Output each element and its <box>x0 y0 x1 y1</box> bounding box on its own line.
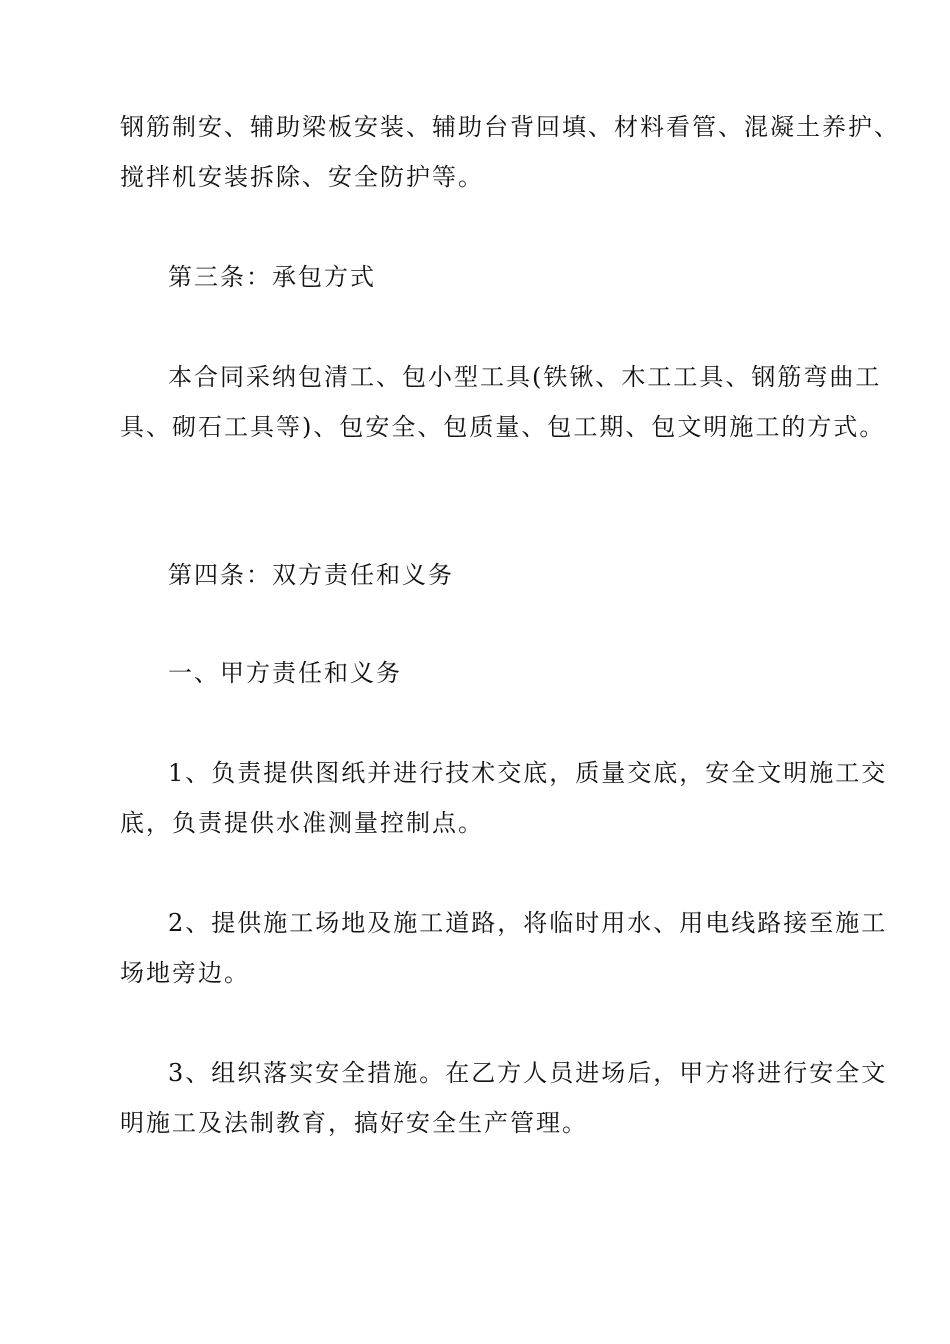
item-1-line-2: 底，负责提供水准测量控制点。 <box>120 809 484 837</box>
party-a-heading: 一、甲方责任和义务 <box>168 659 402 687</box>
item-3-line-1: 3、组织落实安全措施。在乙方人员进场后，甲方将进行安全文 <box>168 1059 888 1087</box>
article-3-paragraph-line-2: 具、砌石工具等)、包安全、包质量、包工期、包文明施工的方式。 <box>120 413 886 441</box>
item-2-line-1: 2、提供施工场地及施工道路，将临时用水、用电线路接至施工 <box>168 909 888 937</box>
item-1-line-1: 1、负责提供图纸并进行技术交底，质量交底，安全文明施工交 <box>168 759 888 787</box>
article-3-heading: 第三条：承包方式 <box>168 263 376 291</box>
paragraph-line-scope-continued-1: 钢筋制安、辅助梁板安装、辅助台背回填、材料看管、混凝土养护、 <box>120 113 900 141</box>
item-3-line-2: 明施工及法制教育，搞好安全生产管理。 <box>120 1109 588 1137</box>
article-4-heading: 第四条：双方责任和义务 <box>168 561 454 589</box>
article-3-paragraph-line-1: 本合同采纳包清工、包小型工具(铁锹、木工工具、钢筋弯曲工 <box>168 363 882 391</box>
paragraph-line-scope-continued-2: 搅拌机安装拆除、安全防护等。 <box>120 163 484 191</box>
item-2-line-2: 场地旁边。 <box>120 959 250 987</box>
